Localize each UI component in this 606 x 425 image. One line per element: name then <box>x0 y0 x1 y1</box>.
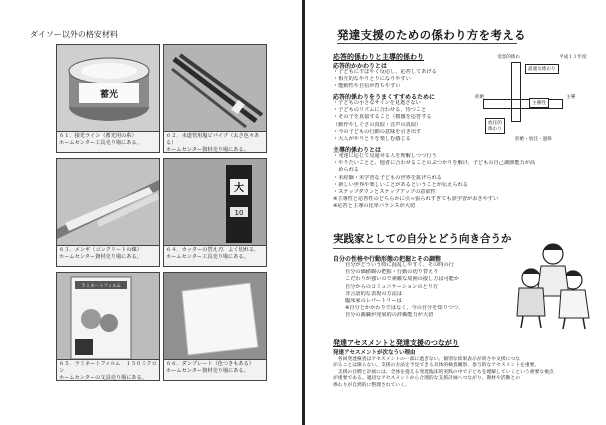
body-line: がることは限らない。支援の方法を予見できる具体的検査観察、参与的なアセスメントを重要。 <box>333 363 540 369</box>
list-item: ・子どもの小さなサインを見逃さない <box>333 100 421 106</box>
practice-title: 実践家としての自分とどう向き合うか <box>333 233 512 245</box>
list-item: 自分の価値観の把握・行動の切り替えり <box>345 269 439 276</box>
list-item: ・新しい世界や楽しいことがあるということが伝えられる <box>333 181 468 188</box>
photo-caption <box>163 360 267 381</box>
title-underline <box>337 43 517 44</box>
responsive-list <box>333 69 437 91</box>
dan-plate-illustration <box>164 273 267 360</box>
vertical-axis-arrow <box>511 62 521 122</box>
caption-line: ６６．ダンプレート（色つきもある） <box>166 361 255 367</box>
list-item: ・その子を真似すること（模倣を応答する <box>333 114 432 121</box>
list-item: ・大人がやりとりを楽しむ感じる <box>333 135 411 142</box>
body-line: 支援の目標と計画には、全体を捉える発達臨床的実践の中で子どもを理解していくという重要な視点 <box>333 369 554 375</box>
caption-line: ６１．接光ライン（蓄光用の糸） <box>59 133 137 139</box>
glow-line-photo <box>56 44 160 132</box>
list-item: ・未経験・未学習な子どもの世界を拡げられる <box>333 174 442 181</box>
laminate-film-illustration <box>57 273 160 360</box>
list-item: ・子どものリズムに合わせる、待つこと <box>333 107 427 114</box>
photo-caption <box>56 246 160 267</box>
caption-line: ６５．ラミネートフィルム １５０ミクロン <box>59 361 157 374</box>
photo-caption <box>56 132 160 153</box>
list-item: ・能動性や自信が育ちやすい <box>333 83 401 90</box>
dan-plate-photo <box>163 272 267 360</box>
photo-cell-64 <box>163 158 267 267</box>
caption-line: ホームセンター工具売り場にある。 <box>59 140 142 146</box>
glow-line-illustration <box>57 45 160 132</box>
caption-line: ６３．メンギ（コンクリートの線） <box>59 247 142 253</box>
diagram-neglect-box: 放任的 係わり <box>485 118 505 134</box>
directive-list <box>333 153 535 211</box>
list-item: ・発達に応じて見通せる人を理解しつつ行う <box>333 153 437 159</box>
interaction-diagram <box>475 52 593 147</box>
list-item: 自分からのコミュニケーションのとり方 <box>345 283 439 290</box>
children-illustration <box>505 236 600 331</box>
list-item: （動作やしぐさの真似・音声の真似） <box>333 121 422 128</box>
blade-size-label: 大 <box>234 183 244 194</box>
left-page-title: ダイソー以外の格安材料 <box>30 30 118 39</box>
note-item: ※応答と主導の比率バランスが大切 <box>333 203 416 210</box>
caption-line: ６４．カッターの替え刃．よく切れる． <box>166 247 260 253</box>
list-item: ※自分とかかわりではなく、今の自分を知りつつ、 <box>345 305 464 312</box>
photo-cell-63 <box>56 158 160 267</box>
laminate-film-photo <box>56 272 160 360</box>
subheading-tips: 応答的係わりをうまくすすめるために <box>333 94 436 101</box>
cutter-blade-illustration <box>164 159 267 246</box>
list-item: められる <box>333 167 359 174</box>
list-item: こだわりが強いので素敵な周囲の接し方は可能か <box>345 276 460 283</box>
caption-line: ６２．水道管用塩ビパイプ（太さ色々ある） <box>166 133 260 146</box>
horizontal-axis-arrow <box>483 99 563 109</box>
right-page <box>305 0 606 425</box>
left-page <box>0 0 302 425</box>
concrete-line-photo <box>56 158 160 246</box>
diagram-right-label: 主導 <box>566 95 576 100</box>
photo-cell-62 <box>163 44 267 153</box>
photo-cell-66 <box>163 272 267 381</box>
list-item: ・相互的なやりとりになりやすい <box>333 76 411 83</box>
list-item: 自分の親職が発展的の評価能力が大切 <box>345 312 434 319</box>
diagram-left-label: 拒絶 <box>475 95 485 100</box>
caption-line: ホームセンター工具売り場にある。 <box>166 254 249 260</box>
caption-line: ホームセンター資材売り場にある。 <box>166 147 249 153</box>
caption-line: ホームセンター資材売り場にある。 <box>59 254 142 260</box>
photo-cell-65 <box>56 272 160 381</box>
list-item: ・ステップダウンとステップアップの意欲性 <box>333 188 436 195</box>
list-item: 臨床家のレパートリーは <box>345 297 402 304</box>
photo-caption <box>163 132 267 153</box>
practice-underline <box>333 248 503 249</box>
diagram-year-label: 平成１１年度 <box>559 55 587 60</box>
right-page-title: 発達支援のための係わり方を考える <box>337 28 526 42</box>
practice-heading: 自分の性格や行動形態の把握とその調整 <box>333 256 442 263</box>
body-line: 各回発達検査はアセスメントの一部に過ぎない。個別な結果表示が貴さや文援につな <box>333 357 520 362</box>
list-item: 非言語的な表現の方法は <box>345 290 403 297</box>
cutter-blade-photo <box>163 158 267 246</box>
section-heading-responsive: 応答的係わりと主導的係わり <box>333 53 424 61</box>
diagram-optimal-box: 最適な係わり <box>525 64 559 74</box>
tape-label: 蓄光 <box>99 90 119 100</box>
list-item: ・やりたいことと、他者に合わせることのぶつかりを解け、子どもの自己調節能力が高 <box>333 160 536 167</box>
body-line: が重要である。適切なアセスメントから合理的な支援計画へつながり、教材や活動との <box>333 376 521 382</box>
photo-caption <box>163 246 267 267</box>
note-item: ※主導性と応答性のどちらかに引っ張られすぎても誤学習がおきやすい <box>333 196 499 203</box>
body-line: 係わりが自然的に整理されていく。 <box>333 382 410 388</box>
photo-caption <box>56 360 160 381</box>
concrete-line-illustration <box>57 159 160 246</box>
diagram-bottom-label: 拒絶・放任・過保 <box>515 137 552 142</box>
assessment-body <box>333 357 601 389</box>
subheading-directive: 主導的係わりとは <box>333 147 382 154</box>
caption-line: ホームセンター資材売り場にある。 <box>166 368 249 374</box>
assessment-subheading: 発達アセスメントが次なうい理由 <box>333 350 416 356</box>
photo-cell-61 <box>56 44 160 153</box>
subheading-responsive: 応答的かかわりとは <box>333 63 388 70</box>
tips-list <box>333 100 432 143</box>
list-item: 自分がどういう時に混乱しやすく、その時の行 <box>345 262 454 268</box>
lam-film-label: ラミネートフィルム <box>81 284 121 289</box>
list-item: ・子どもにすばやく反応し、応答してあげる <box>333 69 437 75</box>
pvc-pipe-illustration <box>164 45 267 132</box>
pvc-pipe-photo <box>163 44 267 132</box>
practice-list <box>345 262 463 320</box>
diagram-directive-box: 主導性 <box>529 98 549 108</box>
caption-line: ホームセンターの文具売り場にある。 <box>59 375 147 381</box>
assessment-heading: 発達アセスメントと発達支援のつながり <box>333 339 459 347</box>
diagram-top-label: 受容的係わ <box>497 55 520 60</box>
blade-count-label: 10 <box>234 209 244 217</box>
list-item: ・今の子どもの行動の意味を引き出す <box>333 128 422 135</box>
